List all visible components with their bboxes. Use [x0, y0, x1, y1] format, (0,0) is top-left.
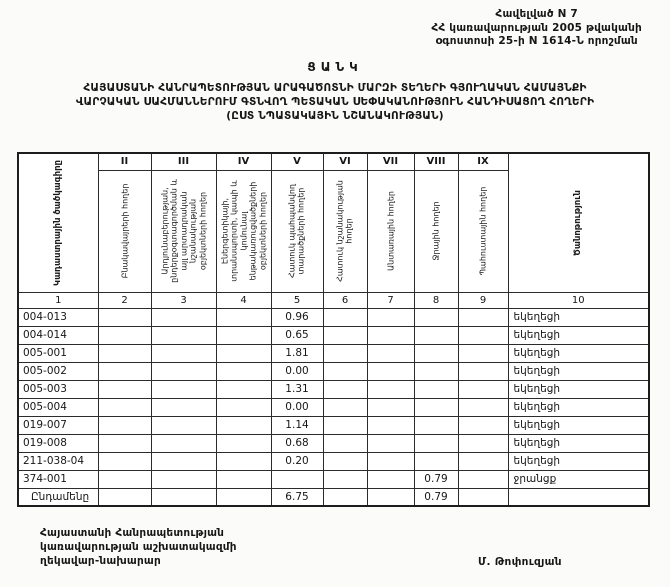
value-cell-col-7	[367, 308, 414, 326]
table-row	[18, 416, 649, 434]
value-cell-col-9	[458, 434, 508, 452]
table-row	[18, 308, 649, 326]
column-header-note	[508, 153, 649, 292]
value-cell-col-3	[151, 380, 216, 398]
note-cell: եկեղեցի	[508, 398, 649, 416]
value-cell-col-2	[98, 416, 151, 434]
value-cell-col-4	[216, 380, 271, 398]
value-cell-col-7	[367, 380, 414, 398]
value-cell-col-8	[414, 362, 458, 380]
roman-numeral-6: VI	[323, 153, 367, 170]
value-cell-col-8	[414, 416, 458, 434]
value-cell-col-5: 1.14	[271, 416, 323, 434]
signature-name: Մ. Թոփուզյան	[478, 556, 562, 568]
roman-numeral-7: VII	[367, 153, 414, 170]
value-cell-col-7	[367, 362, 414, 380]
column-header-label-2: Բնակավայրերի հողեր	[119, 183, 129, 279]
column-index-9: 9	[458, 292, 508, 308]
value-cell-col-2	[98, 488, 151, 506]
note-cell: եկեղեցի	[508, 344, 649, 362]
column-header-6	[323, 170, 367, 292]
cadastral-code-cell: 005-001	[18, 344, 98, 362]
cadastral-code-cell: 004-014	[18, 326, 98, 344]
value-cell-col-8: 0.79	[414, 488, 458, 506]
document-title-block	[0, 60, 670, 124]
value-cell-col-9	[458, 326, 508, 344]
value-cell-col-4	[216, 308, 271, 326]
header-index-row	[18, 292, 649, 308]
value-cell-col-3	[151, 434, 216, 452]
roman-numeral-3: III	[151, 153, 216, 170]
column-index-10: 10	[508, 292, 649, 308]
value-cell-col-8	[414, 452, 458, 470]
value-cell-col-3	[151, 416, 216, 434]
value-cell-col-3	[151, 398, 216, 416]
note-cell: եկեղեցի	[508, 452, 649, 470]
value-cell-col-6	[323, 362, 367, 380]
appendix-decision-line: օգոստոսի 25-ի N 1614-Ն որոշման	[435, 35, 638, 48]
value-cell-col-8	[414, 344, 458, 362]
value-cell-col-4	[216, 326, 271, 344]
value-cell-col-9	[458, 398, 508, 416]
value-cell-col-6	[323, 434, 367, 452]
column-index-7: 7	[367, 292, 414, 308]
value-cell-col-3	[151, 452, 216, 470]
note-cell: ջրանցք	[508, 470, 649, 488]
value-cell-col-5: 0.96	[271, 308, 323, 326]
column-index-1: 1	[18, 292, 98, 308]
value-cell-col-5: 0.20	[271, 452, 323, 470]
footer-line-3: ղեկավար-նախարար	[40, 554, 161, 567]
value-cell-col-2	[98, 326, 151, 344]
cadastral-code-cell: 005-004	[18, 398, 98, 416]
appendix-number-line: Հավելված N 7	[495, 8, 578, 20]
value-cell-col-6	[323, 488, 367, 506]
value-cell-col-2	[98, 380, 151, 398]
note-cell	[508, 488, 649, 506]
value-cell-col-5: 1.81	[271, 344, 323, 362]
column-header-7	[367, 170, 414, 292]
table-row	[18, 344, 649, 362]
note-cell: եկեղեցի	[508, 416, 649, 434]
column-header-8	[414, 170, 458, 292]
value-cell-col-5: 0.68	[271, 434, 323, 452]
table-header	[18, 153, 649, 308]
title-line-2: ՎԱՐՉԱԿԱՆ ՍԱՀՄԱՆՆԵՐՈՒՄ ԳՏՆՎՈՂ ՊԵՏԱԿԱՆ ՍԵՓԱԿԱՆՈՒԹՅՈՒՆ ՀԱՆԴԻՍԱՑՈՂ ՀՈՂԵՐԻ	[75, 95, 595, 108]
cadastral-code-cell: 211-038-04	[18, 452, 98, 470]
value-cell-col-7	[367, 434, 414, 452]
title-line-1: ՀԱՅԱՍՏԱՆԻ ՀԱՆՐԱՊԵՏՈՒԹՅԱՆ ԱՐԱԳԱԾՈՏՆԻ ՄԱՐԶԻ ՏԵՂԵՐԻ ԳՅՈՒՂԱԿԱՆ ՀԱՄԱՅՆՔԻ	[83, 82, 587, 94]
column-index-2: 2	[98, 292, 151, 308]
value-cell-col-4	[216, 434, 271, 452]
column-header-cadastral-code	[18, 153, 98, 292]
table-row	[18, 326, 649, 344]
value-cell-col-2	[98, 470, 151, 488]
cadastral-code-cell: 374-001	[18, 470, 98, 488]
table-row	[18, 380, 649, 398]
value-cell-col-9	[458, 344, 508, 362]
value-cell-col-5: 1.31	[271, 380, 323, 398]
column-header-label-6: Հատուկ նշանակության հողեր	[335, 180, 354, 282]
value-cell-col-9	[458, 308, 508, 326]
value-cell-col-8: 0.79	[414, 470, 458, 488]
value-cell-col-9	[458, 488, 508, 506]
table-row	[18, 452, 649, 470]
total-label-cell: Ընդամենը	[18, 488, 98, 506]
value-cell-col-3	[151, 308, 216, 326]
appendix-reference-block	[431, 8, 642, 49]
value-cell-col-7	[367, 452, 414, 470]
column-index-4: 4	[216, 292, 271, 308]
value-cell-col-3	[151, 470, 216, 488]
cadastral-code-cell: 019-007	[18, 416, 98, 434]
column-header-label-5: Հատուկ պահպանվող տարածքների հողեր	[287, 184, 306, 278]
value-cell-col-6	[323, 416, 367, 434]
value-cell-col-6	[323, 326, 367, 344]
value-cell-col-9	[458, 470, 508, 488]
column-index-3: 3	[151, 292, 216, 308]
value-cell-col-5: 0.00	[271, 398, 323, 416]
value-cell-col-9	[458, 362, 508, 380]
value-cell-col-6	[323, 452, 367, 470]
note-cell: եկեղեցի	[508, 362, 649, 380]
value-cell-col-8	[414, 326, 458, 344]
roman-numeral-2: II	[98, 153, 151, 170]
roman-numeral-4: IV	[216, 153, 271, 170]
value-cell-col-2	[98, 452, 151, 470]
table-row	[18, 362, 649, 380]
value-cell-col-4	[216, 470, 271, 488]
note-cell: եկեղեցի	[508, 434, 649, 452]
land-table	[17, 152, 650, 507]
value-cell-col-4	[216, 398, 271, 416]
column-index-5: 5	[271, 292, 323, 308]
cadastral-code-cell: 004-013	[18, 308, 98, 326]
value-cell-col-9	[458, 380, 508, 398]
column-header-label-7: Անտառային հողեր	[385, 191, 395, 271]
cadastral-code-cell: 019-008	[18, 434, 98, 452]
value-cell-col-2	[98, 308, 151, 326]
value-cell-col-7	[367, 488, 414, 506]
column-header-label-cadastral-code: Կադաստրային ծածկագիրը	[53, 159, 64, 286]
value-cell-col-7	[367, 416, 414, 434]
value-cell-col-2	[98, 344, 151, 362]
note-cell: եկեղեցի	[508, 380, 649, 398]
value-cell-col-8	[414, 398, 458, 416]
table-row	[18, 398, 649, 416]
column-header-4	[216, 170, 271, 292]
column-header-5	[271, 170, 323, 292]
column-header-label-8: Ջրային հողեր	[431, 201, 441, 261]
value-cell-col-7	[367, 344, 414, 362]
value-cell-col-7	[367, 470, 414, 488]
value-cell-col-4	[216, 488, 271, 506]
value-cell-col-5: 0.00	[271, 362, 323, 380]
value-cell-col-6	[323, 380, 367, 398]
roman-numeral-5: V	[271, 153, 323, 170]
column-index-6: 6	[323, 292, 367, 308]
value-cell-col-6	[323, 344, 367, 362]
column-header-9	[458, 170, 508, 292]
value-cell-col-6	[323, 308, 367, 326]
value-cell-col-3	[151, 344, 216, 362]
footer-signatory-title	[40, 527, 237, 569]
value-cell-col-4	[216, 344, 271, 362]
value-cell-col-5	[271, 470, 323, 488]
value-cell-col-3	[151, 326, 216, 344]
column-header-label-3: Արդյունաբերության, ընդերքօգտագործման և այլ արտադրական նշանակության օբյեկտների հողեր	[159, 179, 207, 283]
cadastral-code-cell: 005-002	[18, 362, 98, 380]
list-heading: ՑԱՆԿ	[307, 60, 363, 74]
header-roman-row	[18, 153, 649, 170]
value-cell-col-7	[367, 326, 414, 344]
value-cell-col-7	[367, 398, 414, 416]
value-cell-col-3	[151, 488, 216, 506]
column-header-label-9: Պահուստային հողեր	[478, 186, 488, 276]
value-cell-col-9	[458, 452, 508, 470]
value-cell-col-4	[216, 452, 271, 470]
roman-numeral-8: VIII	[414, 153, 458, 170]
table-body	[18, 308, 649, 506]
table-row	[18, 470, 649, 488]
cadastral-code-cell: 005-003	[18, 380, 98, 398]
value-cell-col-5: 6.75	[271, 488, 323, 506]
column-index-8: 8	[414, 292, 458, 308]
value-cell-col-3	[151, 362, 216, 380]
value-cell-col-5: 0.65	[271, 326, 323, 344]
column-header-2	[98, 170, 151, 292]
roman-numeral-9: IX	[458, 153, 508, 170]
value-cell-col-2	[98, 362, 151, 380]
value-cell-col-8	[414, 380, 458, 398]
value-cell-col-9	[458, 416, 508, 434]
title-line-3: (ԸՍՏ ՆՊԱՏԱԿԱՅԻՆ ՆՇԱՆԱԿՈՒԹՅԱՆ)	[226, 109, 444, 122]
column-header-3	[151, 170, 216, 292]
value-cell-col-8	[414, 308, 458, 326]
total-row	[18, 488, 649, 506]
table-row	[18, 434, 649, 452]
value-cell-col-4	[216, 416, 271, 434]
value-cell-col-2	[98, 434, 151, 452]
column-header-label-note: Ծանոթություն	[573, 189, 584, 256]
footer-line-2: կառավարության աշխատակազմի	[40, 540, 237, 553]
value-cell-col-6	[323, 398, 367, 416]
note-cell: եկեղեցի	[508, 308, 649, 326]
value-cell-col-6	[323, 470, 367, 488]
value-cell-col-8	[414, 434, 458, 452]
value-cell-col-2	[98, 398, 151, 416]
value-cell-col-4	[216, 362, 271, 380]
footer-line-1: Հայաստանի Հանրապետության	[40, 527, 225, 539]
note-cell: եկեղեցի	[508, 326, 649, 344]
column-header-label-4: Էներգետիկայի, տրանսպորտի, կապի և կոմունալ ենթակառուցվածքների օբյեկտների հողեր	[219, 180, 267, 282]
appendix-government-line: ՀՀ կառավարության 2005 թվականի	[431, 21, 642, 34]
